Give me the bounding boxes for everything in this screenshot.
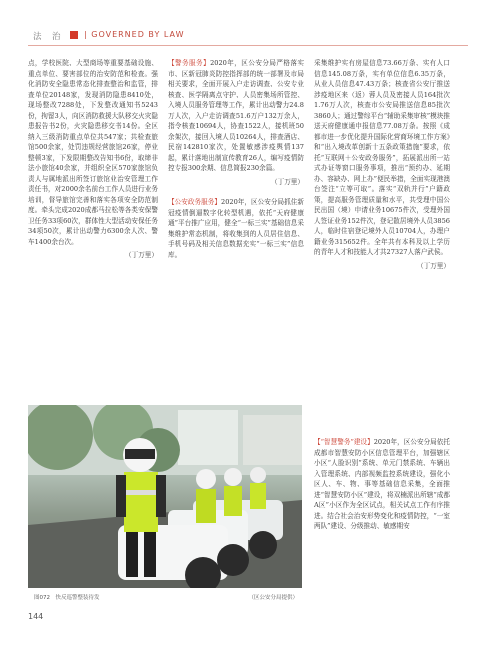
section-tag: 【“智慧警务”建设】 bbox=[314, 438, 374, 446]
section-marker-icon bbox=[70, 31, 78, 39]
author-credit: （丁万里） bbox=[125, 251, 158, 259]
author-credit: （丁万里） bbox=[417, 261, 450, 270]
police-photo bbox=[28, 405, 302, 588]
text-column-3-continued bbox=[314, 437, 450, 532]
text-column-2 bbox=[168, 58, 304, 260]
section-tag: 【公安政务服务】 bbox=[168, 198, 221, 206]
section-title: 法 治 bbox=[33, 32, 62, 42]
paragraph-text: 2020年，区公安分局抓住新冠疫情倒逼数字化转型机遇，依托“天府健康通”平台推广应用，健全“一标三实”基础信息采集维护常态机制，将收集到的人员居住信息、手机号码及相关信息数据充实“一标三实”信息库。 bbox=[168, 198, 305, 259]
section-tag: 【警务服务】 bbox=[168, 59, 211, 67]
author-credit: （丁万里） bbox=[271, 177, 304, 186]
text-column-1 bbox=[28, 58, 158, 271]
body-paragraph: 采集维护实有房屋信息73.66万条、实有人口信息145.08万条，实有单位信息6.35万条，从业人员信息47.43万条；核查省公安厅推送涉疫地区来（返）蓉人员及密接人员164批次1.76万人次，核查市公安局推送信息85批次3860人；通过警综平台“辅助采集审核”模块推送天府健康通申报信息77.08万条。按照《成都市进一步优化提升国际化营商环境工作方案》和“出入境改革创新十五条政策措施”要求，依托“互联网＋公安政务服务”，拓展派出所一站式办证等窗口服务事项，推出“预约办、延期办、容缺办、网上办”便民举措，全面实现港澳台签注“立等可取”。落实“双轨并行”户籍政策，提高服务管理质量和水平，共受理中国公民出国（境）申请业务10675件次，受理外国人签证业务152件次，登记散居境外人员3856人，临时住宿登记境外人员10704人，办理户籍业务315652件。全年共有本科及以上学历的青年人才和技能人才共27327人落户武侯。 bbox=[314, 59, 450, 256]
photo-caption bbox=[28, 590, 302, 604]
running-header bbox=[28, 30, 468, 46]
section-label: | GOVERNED BY LAW bbox=[84, 30, 185, 39]
body-paragraph bbox=[314, 437, 450, 532]
body-paragraph bbox=[168, 197, 304, 260]
caption-text: 图072 快反巡警整装待发 bbox=[34, 595, 100, 601]
photo-credit: （区公安分局提供） bbox=[248, 595, 298, 601]
photo-illustration bbox=[28, 405, 302, 588]
body-paragraph bbox=[168, 58, 304, 174]
body-paragraph: 点，学校医院、大型商场等重要基础设施、重点单位、要害部位的治安防范和检查。强化消防安全隐患常态化排查整治和监管，排查单位20148家，发现消防隐患8410处，现场整改7288处，下发整改通知书5243份，拘留3人，向区消防救援大队移交火灾隐患报告书2份，火灾隐患移交书14份。全区纳入三级消防重点单位共547家；共检查旅馆500余家，处罚违规经营旅馆26家，停业整顿3家，下发限期整改告知书6份，取缔非法小旅馆40余家，并组织全区570家旅馆负责人与属地派出所签订旅馆业治安管理工作责任书，对2000余名前台工作人员进行业务培训，督导旅馆完善和落实各项安全防范制度。牵头完成2020成都马拉松等各类安保警卫任务33项60次，群体性大型活动安保任务34项50次，累计出动警力6300余人次、警车1400余台次。 bbox=[28, 59, 158, 246]
paragraph-text: 2020年，区公安分局严格落实市、区新冠肺炎防控指挥部的统一部署及市局相关要求，全面开展入户走访调查、公安专业核查、医学隔离点守护、人员密集场所管控、入境人员服务管理等工作，累计出动警力24.8万人次，入户走访调查51.6万户132万余人，指令核查10694人，协查1522人，接机班50余架次，接回入境人员10264人，排查酒店、民宿142810家次，处置敏感涉疫舆情137起，累计落地出制宣传教育26人，编写疫情防控专报300余期、信息简报230余篇。 bbox=[168, 59, 304, 172]
paragraph-text: 2020年，区公安分局依托成都市智慧安防小区信息管理平台，加强辖区小区“人脸识别”系统、单元门禁系统、车辆出入管理系统、内部视频监控系统建设，强化小区人、车、物、事等基础信息采集，全面推进“智慧安防小区”建设，将双楠派出所辖“成都A区”小区作为全区试点，相关试点工作有序推进。结合社会治安形势变化和疫情防控，“一室两队”建设、分级推动、敏感期安 bbox=[314, 438, 451, 530]
page-number: 144 bbox=[28, 612, 44, 621]
text-column-3 bbox=[314, 58, 450, 281]
